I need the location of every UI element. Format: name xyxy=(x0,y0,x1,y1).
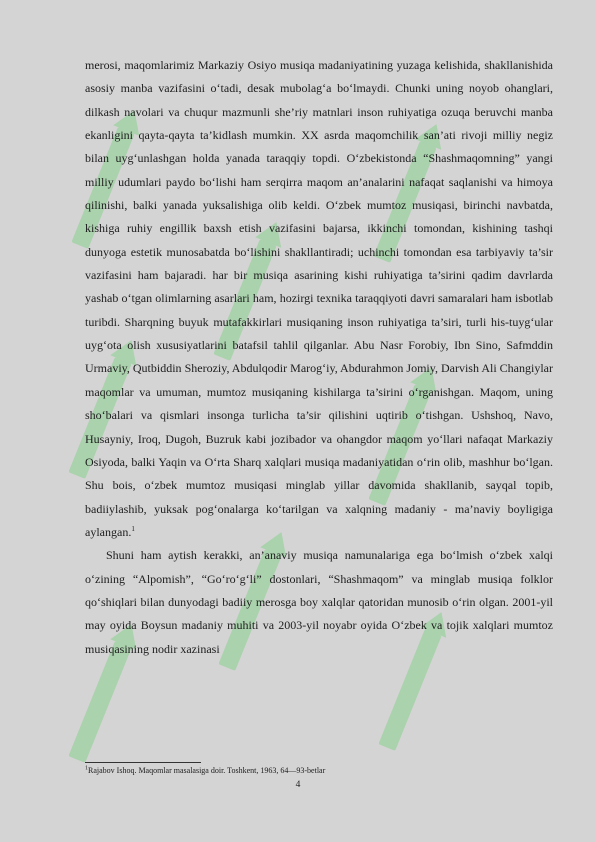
paragraph-1 xyxy=(85,54,553,544)
footnote xyxy=(85,766,545,776)
paragraph-2: Shuni ham aytish kerakki, an’anaviy musiqa namunalariga ega bo‘lmish o‘zbek xalqi o‘zining “Alpomish”, “Go‘ro‘g‘li” dostonlari, “Shashmaqom” va minglab musiqa folklor qo‘shiqlari bilan dunyodagi badiiy merosga boy xalqlar qatoridan munosib o‘rin olgan. 2001-yil may oyida Boysun madaniy muhiti va 2003-yil noyabr oyida O‘zbek va tojik xalqlari mumtoz musiqasining nodir xazinasi xyxy=(85,548,553,656)
footnote-reference[interactable]: 1 xyxy=(131,524,135,533)
footnote-text: Rajabov Ishoq. Maqomlar masalasiga doir. Toshkent, 1963, 64—93-betlar xyxy=(88,766,326,775)
page-number: 4 xyxy=(295,780,301,790)
paragraph-1-text: merosi, maqomlarimiz Markaziy Osiyo musiqa madaniyatining yuzaga kelishida, shakllanishida asosiy manba vazifasini o‘tadi, desak mubolag‘a bo‘lmaydi. Chunki uning noyob ohanglari, dilkash navolari va chuqur mazmunli she’riy matnlari inson ruhiyatiga ozuqa beruvchi manba ekanligini qayta-qayta ta’kidlash mumkin. XX asrda maqomchilik san’ati rivoji milliy negiz bilan uyg‘unlashgan holda yanada taraqqiy topdi. O‘zbekistonda “Shashmaqomning” yangi milliy udumlari paydo bo‘lishi ham serqirra maqom an’analarini nafaqat saqlanishi va himoya qilinishi, balki yanada yuksalishiga olib keldi. O‘zbek mumtoz musiqasi, birinchi navbatda, kishiga ruhiy engillik baxsh etish vazifasini bajarsa, ikkinchi tomondan, kishining tashqi dunyoga estetik munosabatda bo‘lishini shakllantiradi; uchinchi tomondan esa tarbiyaviy ta’sir vazifasini ham bajaradi. har bir musiqa asarining kishi ruhiyatiga ta’sirini qadim davrlarda yashab o‘tgan olimlarning asarlari ham, hozirgi texnika taraqqiyoti davri samaralari ham isbotlab turibdi. Sharqning buyuk mutafakkirlari musiqaning inson ruhiyatiga ta’siri, turli his-tuyg‘ular uyg‘ota olish xususiyatlarini batafsil tahlil qilganlar. Abu Nasr Forobiy, Ibn Sino, Safmddin Urmaviy, Qutbiddin Sheroziy, Abdulqodir Marog‘iy, Abdurahmon Jomiy, Darvish Ali Changiylar maqomlar va umuman, mumtoz musiqaning kishilarga ta’sirini o‘rganishgan. Maqom, uning sho‘balari va qismlari insonga turlicha ta’sir qilishini uqtirib o‘tishgan. Ushshoq, Navo, Husayniy, Iroq, Dugoh, Buzruk kabi jozibador va ohangdor maqom yo‘llari nafaqat Markaziy Osiyoda, balki Yaqin va O‘rta Sharq xalqlari musiqa madaniyatidan o‘rin olib, mashhur bo‘lgan. Shu bois, o‘zbek mumtoz musiqasi minglab yillar davomida shakllanib, sayqal topib, badiiylashib, yuksak pog‘onalarga ko‘tarilgan va xalqning madaniy - ma’naviy boyligiga aylangan. xyxy=(85,58,553,539)
footnote-number: 1 xyxy=(85,765,88,772)
body-text xyxy=(85,54,553,661)
footnote-separator xyxy=(85,762,201,763)
